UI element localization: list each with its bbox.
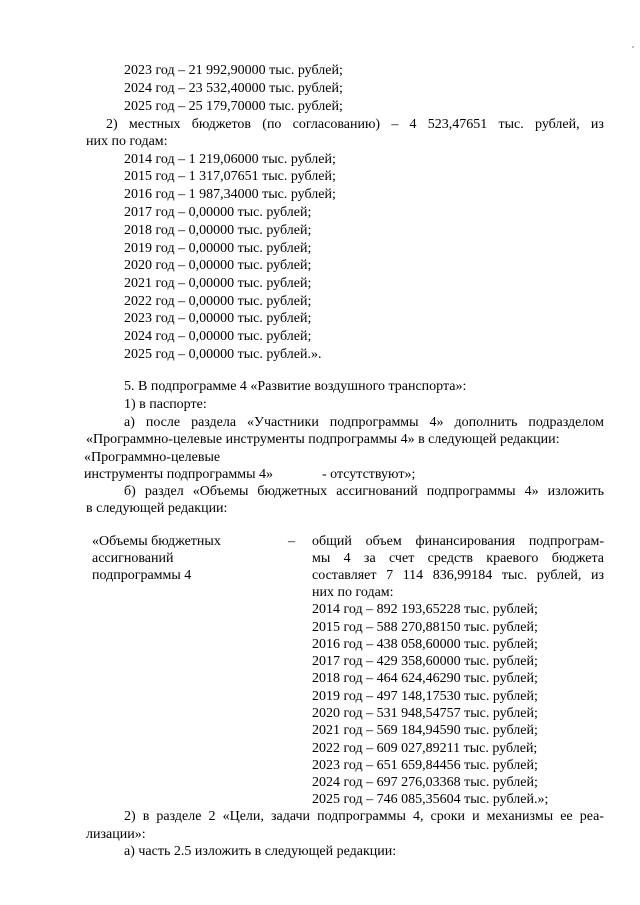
quote-value: - отсутствуют»; <box>322 467 416 482</box>
year-line: 2022 год – 0,00000 тыс. рублей; <box>124 294 312 309</box>
word: «Цели, <box>222 809 264 824</box>
word: (по <box>262 117 282 132</box>
word: 2 <box>208 809 216 824</box>
word: бюджета <box>551 551 604 566</box>
text-line: 1) в паспорте: <box>124 397 207 412</box>
text-line: них по годам: <box>86 134 168 149</box>
table-year-line: 2016 год – 438 058,60000 тыс. рублей; <box>312 637 538 652</box>
word: 2) <box>124 809 136 824</box>
word: 4» <box>524 484 539 499</box>
word: 4, <box>412 809 424 824</box>
word: раздел <box>144 484 184 499</box>
word: дополнить <box>454 415 518 430</box>
table-year-line: 2018 год – 464 624,46290 тыс. рублей; <box>312 671 538 686</box>
word: рублей, <box>535 117 580 132</box>
word: сроки <box>430 809 466 824</box>
word: в <box>142 809 150 824</box>
word: механизмы <box>486 809 554 824</box>
table-value-line <box>312 567 604 584</box>
year-line: 2015 год – 1 317,07651 тыс. рублей; <box>124 169 336 184</box>
word: задачи <box>270 809 311 824</box>
word: подразделом <box>528 415 604 430</box>
section-heading: 5. В подпрограмме 4 «Развитие воздушного транспорта»: <box>124 379 467 394</box>
year-line: 2016 год – 1 987,34000 тыс. рублей; <box>124 187 336 202</box>
word: бюджетов <box>191 117 252 132</box>
year-line: 2017 год – 0,00000 тыс. рублей; <box>124 205 312 220</box>
text-line: лизации»: <box>86 827 146 842</box>
table-label: ассигнований <box>92 551 174 566</box>
word: 7 <box>386 568 394 583</box>
table-label: подпрограммы 4 <box>92 568 192 583</box>
word: из <box>590 568 604 583</box>
paragraph-line <box>124 808 604 825</box>
text-line: в следующей редакции: <box>86 501 228 516</box>
table-dash: – <box>288 534 295 549</box>
year-line: 2018 год – 0,00000 тыс. рублей; <box>124 223 312 238</box>
word: средств <box>427 551 473 566</box>
word: из <box>590 117 604 132</box>
year-line: 2021 год – 0,00000 тыс. рублей; <box>124 276 312 291</box>
text-line: «Программно-целевые инструменты подпрограммы 4» в следующей редакции: <box>86 432 560 447</box>
word: и <box>472 809 480 824</box>
word: бюджетных <box>257 484 328 499</box>
word: счет <box>389 551 415 566</box>
text-line: 2024 год – 23 532,40000 тыс. рублей; <box>124 81 343 96</box>
word: «Участники <box>247 415 319 430</box>
word: финансирования <box>415 534 516 549</box>
word: 4» <box>429 415 444 430</box>
word: общий <box>312 534 352 549</box>
text-line: 2025 год – 25 179,70000 тыс. рублей; <box>124 99 343 114</box>
word: «Объемы <box>192 484 249 499</box>
word: согласованию) <box>292 117 381 132</box>
word: мы <box>312 551 331 566</box>
word: 114 <box>402 568 424 583</box>
word: ассигнований <box>336 484 418 499</box>
table-value-line <box>312 533 604 550</box>
table-year-line: 2020 год – 531 948,54757 тыс. рублей; <box>312 706 538 721</box>
word: составляет <box>312 568 377 583</box>
word: объем <box>365 534 402 549</box>
table-value-line <box>312 550 604 567</box>
word: 836,99184 <box>432 568 493 583</box>
word: а) <box>124 415 135 430</box>
table-year-line: 2022 год – 609 027,89211 тыс. рублей; <box>312 741 538 756</box>
table-year-line: 2014 год – 892 193,65228 тыс. рублей; <box>312 602 538 617</box>
table-year-line: 2021 год – 569 184,94590 тыс. рублей; <box>312 723 538 738</box>
table-year-line: 2023 год – 651 659,84456 тыс. рублей; <box>312 758 538 773</box>
word: местных <box>128 117 181 132</box>
quote-label: инструменты подпрограммы 4» <box>84 467 273 482</box>
word: подпрограммы <box>426 484 516 499</box>
word: тыс. <box>498 117 524 132</box>
word: краевого <box>486 551 539 566</box>
word: б) <box>124 484 136 499</box>
year-line: 2024 год – 0,00000 тыс. рублей; <box>124 329 312 344</box>
word: за <box>363 551 376 566</box>
word: тыс. <box>501 568 528 583</box>
word: подпрограммы <box>329 415 419 430</box>
year-line: 2019 год – 0,00000 тыс. рублей; <box>124 241 312 256</box>
word: разделе <box>156 809 202 824</box>
word: после <box>145 415 181 430</box>
scan-mark <box>632 46 634 48</box>
table-year-line: 2017 год – 429 358,60000 тыс. рублей; <box>312 654 538 669</box>
table-year-line: 2025 год – 746 085,35604 тыс. рублей.»; <box>312 792 549 807</box>
word: 523,47651 <box>427 117 488 132</box>
table-value-line: них по годам: <box>312 585 394 600</box>
word: – <box>391 117 399 132</box>
word: 4 <box>343 551 351 566</box>
text-line: 2023 год – 21 992,90000 тыс. рублей; <box>124 63 343 78</box>
quote-label: «Программно-целевые <box>84 450 221 465</box>
year-line: 2014 год – 1 219,06000 тыс. рублей; <box>124 152 336 167</box>
word: 2) <box>106 117 118 132</box>
year-line: 2020 год – 0,00000 тыс. рублей; <box>124 258 312 273</box>
table-year-line: 2015 год – 588 270,88150 тыс. рублей; <box>312 620 538 635</box>
table-label: «Объемы бюджетных <box>92 534 221 549</box>
table-year-line: 2024 год – 697 276,03368 тыс. рублей; <box>312 775 538 790</box>
text-line: а) часть 2.5 изложить в следующей редакции: <box>124 844 397 859</box>
paragraph-line <box>124 483 604 500</box>
word: изложить <box>547 484 604 499</box>
word: рублей, <box>536 568 582 583</box>
word: подпрограм- <box>528 534 604 549</box>
word: 4 <box>409 117 417 132</box>
paragraph-line <box>106 116 604 133</box>
word: раздела <box>191 415 237 430</box>
table-year-line: 2019 год – 497 148,17530 тыс. рублей; <box>312 689 538 704</box>
year-line: 2023 год – 0,00000 тыс. рублей; <box>124 311 312 326</box>
word: подпрограммы <box>317 809 406 824</box>
word: реа- <box>579 809 604 824</box>
word: ее <box>560 809 573 824</box>
paragraph-line <box>124 414 604 431</box>
year-line: 2025 год – 0,00000 тыс. рублей.». <box>124 347 322 362</box>
